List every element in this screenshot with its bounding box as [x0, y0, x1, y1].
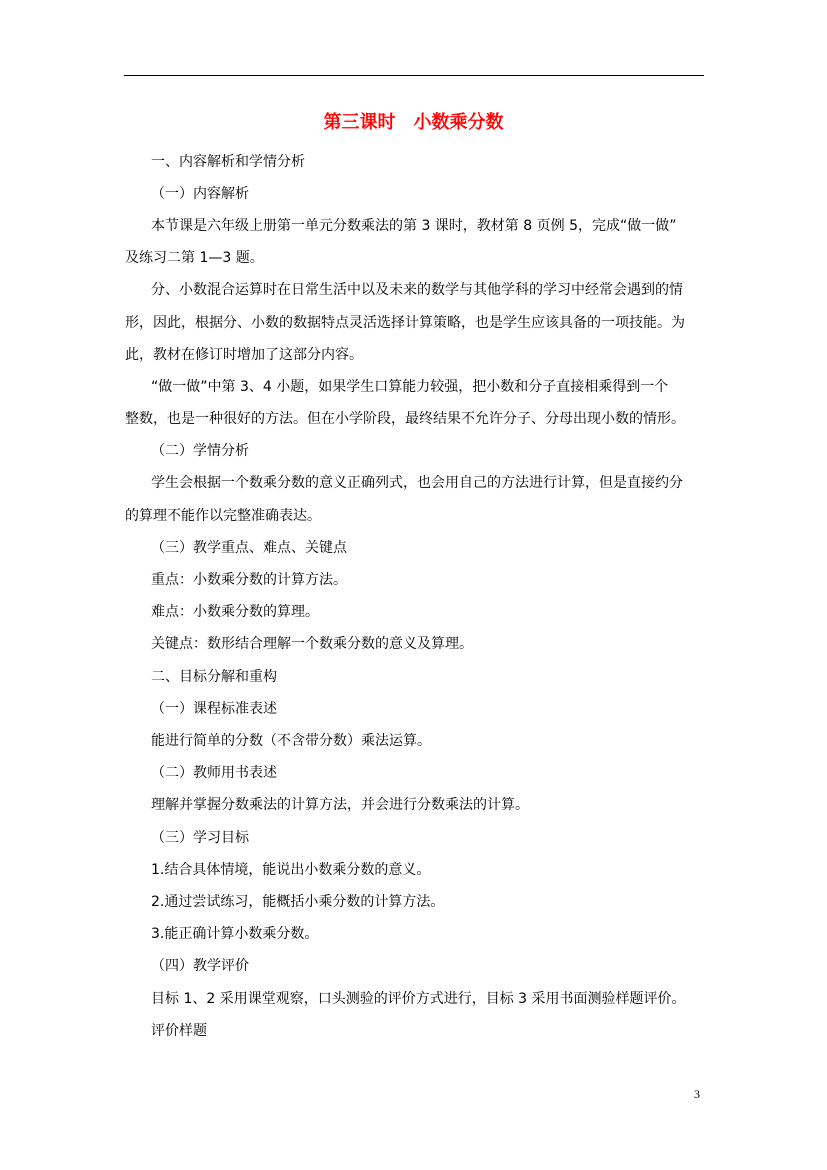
paragraph-line: 理解并掌握分数乘法的计算方法，并会进行分数乘法的计算。: [151, 797, 529, 813]
paragraph-line: 目标 1、2 采用课堂观察，口头测验的评价方式进行，目标 3 采用书面测验样题评价。: [151, 991, 686, 1007]
paragraph-line: 此，教材在修订时增加了这部分内容。: [125, 347, 363, 363]
paragraph-line: 本节课是六年级上册第一单元分数乘法的第 3 课时，教材第 8 页例 5，完成“做一做”: [151, 218, 677, 234]
learning-goal: 1.结合具体情境，能说出小数乘分数的意义。: [151, 862, 431, 878]
key-point-line: 难点：小数乘分数的算理。: [151, 604, 319, 620]
subsection-heading: （一）课程标准表述: [151, 701, 277, 717]
key-point-line: 关键点：数形结合理解一个数乘分数的意义及算理。: [151, 636, 473, 652]
subsection-heading: （一）内容解析: [151, 186, 249, 202]
paragraph-line: 及练习二第 1—3 题。: [125, 250, 264, 266]
subsection-heading: （四）教学评价: [151, 958, 249, 974]
section-heading: 一、内容解析和学情分析: [151, 154, 305, 170]
key-point-line: 重点：小数乘分数的计算方法。: [151, 572, 347, 588]
paragraph-line: 能进行简单的分数（不含带分数）乘法运算。: [151, 733, 431, 749]
learning-goal: 2.通过尝试练习，能概括小乘分数的计算方法。: [151, 894, 445, 910]
subsection-heading: （二）学情分析: [151, 443, 249, 459]
page-number: 3: [694, 1087, 700, 1101]
paragraph-line: 整数，也是一种很好的方法。但在小学阶段，最终结果不允许分子、分母出现小数的情形。: [125, 411, 685, 427]
lesson-title: 第三课时 小数乘分数: [323, 112, 504, 133]
learning-goal: 3.能正确计算小数乘分数。: [151, 926, 319, 942]
paragraph-line: 形，因此，根据分、小数的数据特点灵活选择计算策略，也是学生应该具备的一项技能。为: [125, 315, 685, 331]
paragraph-line: 的算理不能作以完整准确表达。: [125, 508, 321, 524]
header-rule: [124, 75, 704, 76]
subsection-heading: （三）学习目标: [151, 830, 249, 846]
paragraph-line: 学生会根据一个数乘分数的意义正确列式，也会用自己的方法进行计算，但是直接约分: [151, 475, 683, 491]
subsection-heading: （二）教师用书表述: [151, 765, 277, 781]
subsection-heading: （三）教学重点、难点、关键点: [151, 540, 347, 556]
section-heading: 二、目标分解和重构: [151, 669, 277, 685]
paragraph-line: 评价样题: [151, 1023, 207, 1039]
paragraph-line: 分、小数混合运算时在日常生活中以及未来的数学与其他学科的学习中经常会遇到的情: [151, 282, 683, 298]
paragraph-line: “做一做”中第 3、4 小题，如果学生口算能力较强，把小数和分子直接相乘得到一个: [151, 379, 669, 395]
